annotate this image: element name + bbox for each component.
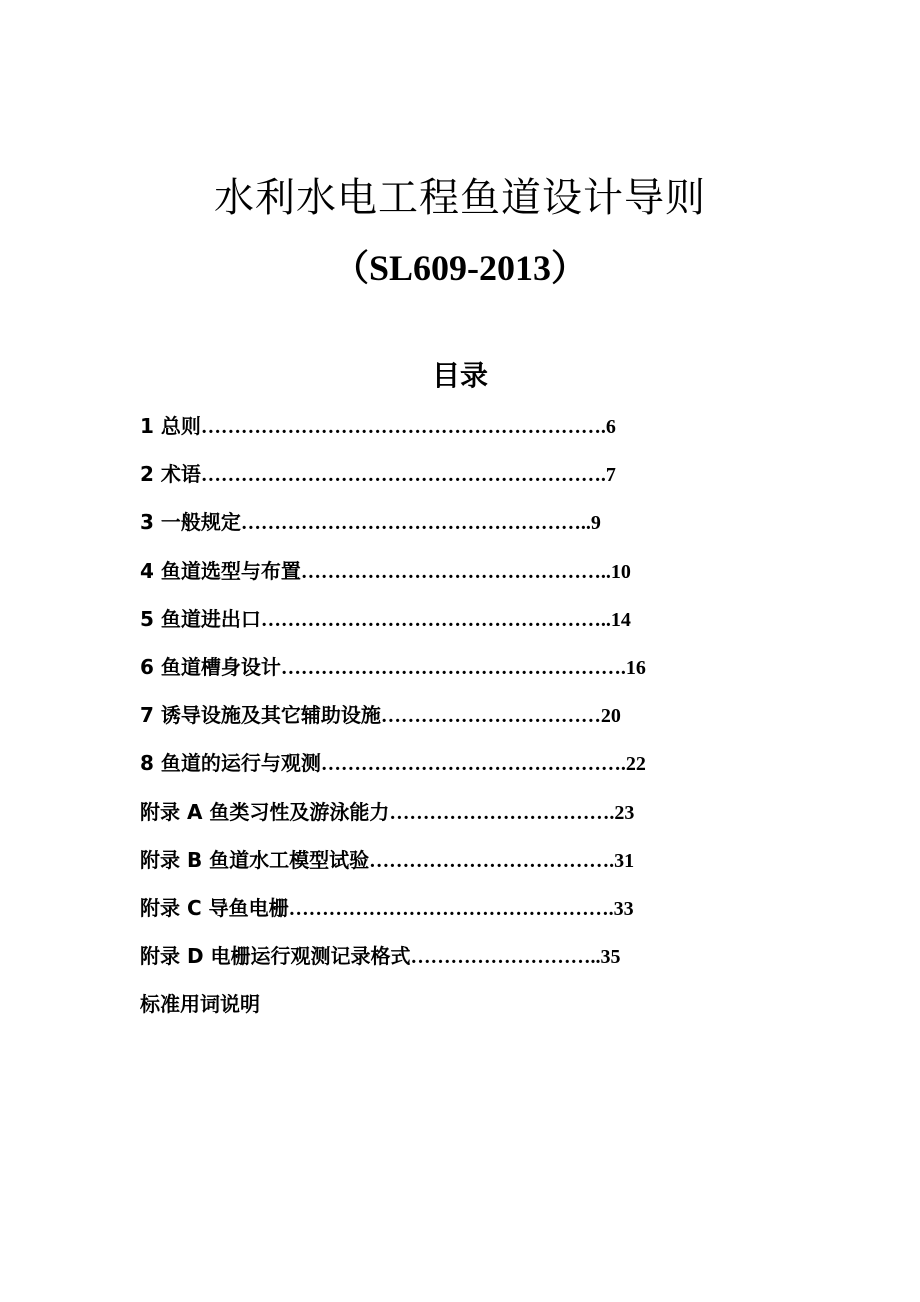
toc-page-number: 35 (600, 946, 621, 969)
toc-page-number: 16 (625, 656, 646, 679)
toc-page-number: 33 (613, 897, 634, 920)
toc-page-number: 23 (614, 801, 635, 824)
toc-leader-dots: ……………………………. (389, 801, 615, 824)
toc-entry[interactable] (140, 410, 780, 458)
toc-leader-dots: …………………………………………. (288, 897, 614, 920)
toc-page-number: 20 (600, 705, 621, 728)
toc-leader-dots: ………………………………. (369, 849, 615, 872)
toc-entry[interactable] (140, 796, 780, 844)
toc-entry-label: 附录 C 导鱼电栅 (140, 895, 289, 920)
toc-heading: 目录 (431, 359, 488, 392)
toc-entry[interactable] (140, 603, 780, 651)
toc-leader-dots: ………………………………………. (320, 753, 626, 776)
toc-page-number: 14 (610, 608, 631, 631)
toc-entry[interactable] (140, 458, 780, 506)
toc-entry[interactable] (140, 699, 780, 747)
toc-entry[interactable] (140, 651, 780, 699)
toc-entry[interactable] (140, 747, 780, 795)
toc-leader-dots: ……………………….. (410, 946, 601, 969)
toc-leader-dots: ……………………………………………………. (200, 416, 606, 438)
toc-entry[interactable] (140, 988, 780, 1036)
toc-entry[interactable] (140, 844, 780, 892)
toc-leader-dots: …………………………………………….. (240, 512, 591, 535)
toc-leader-dots: …………………………………………….. (260, 608, 611, 631)
toc-leader-dots: ……………………………………………………. (200, 464, 606, 487)
toc-entry-label: 8 鱼道的运行与观测 (140, 751, 321, 776)
toc-leader-dots: ……………………………………….. (300, 560, 611, 583)
toc-entry-label: 7 诱导设施及其它辅助设施 (140, 703, 381, 728)
toc-entry-label: 附录 D 电栅运行观测记录格式 (140, 944, 411, 969)
toc-entry-label: 2 术语 (140, 462, 201, 487)
toc-page-number: 6 (605, 416, 616, 438)
toc-entry[interactable] (140, 506, 780, 554)
toc-page-number: 31 (614, 849, 635, 872)
toc-entry-label: 6 鱼道槽身设计 (140, 654, 281, 679)
standard-code: （SL609-2013） (332, 248, 588, 288)
toc-leader-dots: …………………………… (380, 705, 601, 728)
toc-entry-label: 3 一般规定 (140, 510, 241, 535)
document-title: 水利水电工程鱼道设计导则 (214, 175, 706, 221)
toc-leader-dots: ……………………………………………. (280, 656, 626, 679)
toc-entry[interactable] (140, 555, 780, 603)
toc-entry[interactable] (140, 940, 780, 988)
toc-entry[interactable] (140, 892, 780, 940)
toc-entry-label: 标准用词说明 (140, 992, 260, 1017)
table-of-contents (140, 410, 780, 1036)
toc-page-number: 9 (590, 512, 601, 535)
toc-entry-label: 4 鱼道选型与布置 (140, 558, 301, 583)
toc-entry-label: 附录 B 鱼道水工模型试验 (140, 847, 370, 872)
toc-page-number: 10 (610, 560, 631, 583)
toc-page-number: 22 (625, 753, 646, 776)
toc-entry-label: 5 鱼道进出口 (140, 606, 261, 631)
toc-page-number: 7 (605, 464, 616, 487)
toc-entry-label: 1 总则 (140, 414, 201, 438)
toc-entry-label: 附录 A 鱼类习性及游泳能力 (140, 799, 390, 824)
